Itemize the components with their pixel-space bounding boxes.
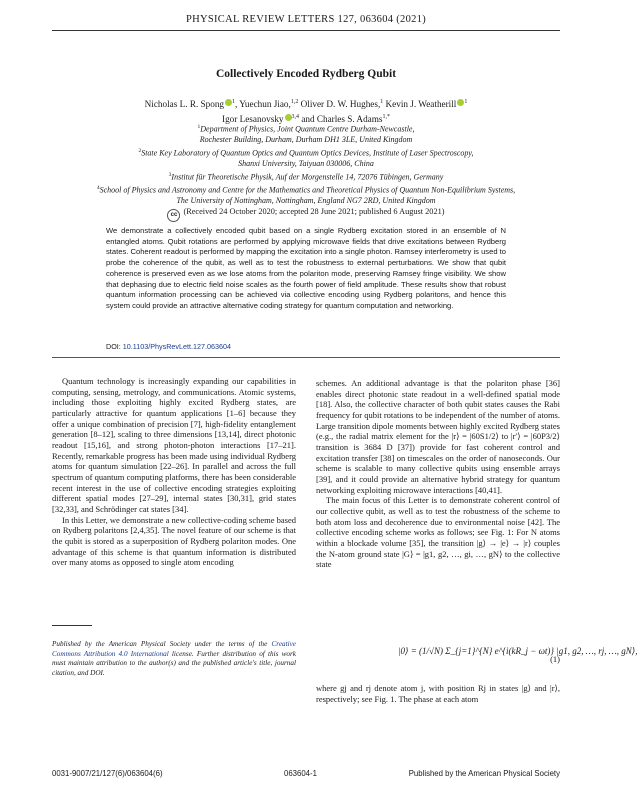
author-name: , Yuechun Jiao, [235,99,291,110]
body-column-left [52,376,296,568]
affiliation-line: The University of Nottingham, Nottingham, England NG7 2RD, United Kingdom [176,196,436,206]
footer-publisher: Published by the American Physical Society [408,769,560,778]
author-name: Kevin J. Weatherill [383,99,457,110]
author-list: Nicholas L. R. Spong $^1$, Yuechun Jiao,$^{1,2}$ Oliver D. W. Hughes,$^1$ Kevin J. Weatherill $^1$ Igor Lesanovsky $^{3,4}$ and Charles S. Adams$^{1,*}$ [144,99,468,125]
doi-link[interactable]: 10.1103/PhysRevLett.127.063604 [122,342,231,351]
footer-issn: 0031-9007/21/127(6)/063604(6) [52,769,163,778]
body-column-right [316,378,560,570]
equation-number: (1) [550,654,560,664]
body-paragraph: Quantum technology is increasingly expanding our capabilities in computing, sensing, metrology, and communications. Atomic systems, including those exploiting highly excited Rydberg states, are particularly attractive for quantum applications [1–6] because they offer a unique combination of precision [7], high-fidelity entanglement generation [8–12], scaling to three dimensions [13,14], direct photonic readout [15,16], and strong photon-photon interactions [17–21]. Recently, remarkable progress has been made using individual Rydberg atoms for quantum simulation [22–26]. In parallel and across the full spectrum of quantum computing platforms, there has been considerable recent interest in the use of collective encoding strategies exploiting different spatial modes [27–29], internal states [30,31], grid states [32,33], and Schrödinger cat states [34]. [52,376,296,514]
body-paragraph: In this Letter, we demonstrate a new collective-coding scheme based on Rydberg polaritons [2,4,35]. The novel feature of our scheme is that the qubit is stored as a superposition of Rydberg polariton modes. One advantage of this scheme is that quantum information is distributed over many atoms as opposed to single atom encoding [52,514,296,568]
affiliation-line: $^2$State Key Laboratory of Quantum Optics and Quantum Optics Devices, Institute of Laser Spectroscopy, [138,147,474,158]
affiliation-line: $^3$Institut für Theoretische Physik, Auf der Morgenstelle 14, 72076 Tübingen, Germany [168,171,444,182]
body-paragraph: where gj and rj denote atom j, with position Rj in states |g⟩ and |r⟩, respectively; see Fig. 1. The phase at each atom [316,683,560,704]
equation-1 [316,638,638,674]
creative-commons-icon[interactable]: cc [167,209,180,222]
body-paragraph: The main focus of this Letter is to demonstrate coherent control of our collective qubit, as well as to test the robustness of the scheme to both atom loss and decoherence due to environmental noise [42]. The collective encoding scheme works as follows; see Fig. 1: For N atoms within a blockade volume [35], the transition |g⟩ → |e⟩ → |r⟩ couples the N-atom ground state |G⟩ = |g1, g2, …, gi, …, gN⟩ to the collective state [316,495,560,570]
license-footnote: Published by the American Physical Society under the terms of the Creative Commons Attribution 4.0 International license. Further distribution of this work must maintain attribution to the author(s) and the published article's title, journal citation, and DOI. [52,640,296,677]
orcid-icon[interactable] [225,99,232,106]
equation-body: |0⟩ = (1/√N) Σ_{j=1}^{N} e^{i(kR_j − ωt)} |g1, g2, …, rj, …, gN⟩, [398,646,638,656]
author-name: Oliver D. W. Hughes, [298,99,381,110]
author-name: and Charles S. Adams [299,114,383,125]
affiliation-line: $^1$Department of Physics, Joint Quantum Centre Durham-Newcastle, [197,124,415,134]
header-rule [52,30,560,31]
footnote-rule [52,625,92,626]
author-name: Igor Lesanovsky [222,114,284,125]
article-title: Collectively Encoded Rydberg Qubit [215,68,397,80]
orcid-icon[interactable] [285,114,292,121]
abstract: We demonstrate a collectively encoded qubit based on a single Rydberg excitation stored in an ensemble of N entangled atoms. Qubit rotations are performed by applying microwave fields that drive excitations between Rydberg states. Coherent readout is performed by mapping the excitation into a single photon. Ramsey interferometry is used to probe the coherence of the qubit, as well as to test the robustness to external perturbations. We show that qubit coherence is preserved even as we lose atoms from the polariton mode, preserving Ramsey fringe visibility. We show that dephasing due to electric field noise scales as the fourth power of field amplitude. These results show that robust quantum information processing can be achieved via collective encoding using Rydberg polaritons, and hence this system could provide an attractive alternative coding strategy for quantum computation and networking. [106,226,506,310]
affiliation-line: Rochester Building, Durham, Durham DH1 3LE, United Kingdom [199,135,413,145]
affiliation-line: $^4$School of Physics and Astronomy and Centre for the Mathematics and Theoretical Physics of Quantum Non-Equilibrium Systems, [96,184,516,195]
footer-page-number: 063604-1 [284,769,317,778]
received-dates: cc (Received 24 October 2020; accepted 28 June 2021; published 6 August 2021) [0,207,612,222]
body-paragraph: schemes. An additional advantage is that the polariton phase [36] enables direct photonic state readout in a well-defined spatial mode [18]. Also, the collective character of both qubit states causes the Rabi frequency for qubit rotations to be independent of the number of atoms. Large transition dipole moments between highly excited Rydberg states (e.g., the radial matrix element for the |r⟩ = |60S1/2⟩ to |r′⟩ = |60P3/2⟩ transition is 3684 D [37]) provide for fast coherent control and excitation transfer [38] on timescales on the order of nanoseconds. Our scheme is scalable to many collective qubits using ensemble arrays [39], and it could provide an alternative hybrid strategy for quantum networking exploiting microwave interactions [40,41]. [316,378,560,495]
journal-header: PHYSICAL REVIEW LETTERS 127, 063604 (2021) [185,14,427,25]
cc-license-link[interactable]: Creative Commons Attribution 4.0 International [52,640,296,658]
section-rule [52,357,560,358]
affiliation-line: Shanxi University, Taiyuan 030006, China [238,159,374,169]
doi: DOI: 10.1103/PhysRevLett.127.063604 [106,342,231,351]
affiliation-list [40,122,572,207]
author-name: Nicholas L. R. Spong [144,99,225,110]
